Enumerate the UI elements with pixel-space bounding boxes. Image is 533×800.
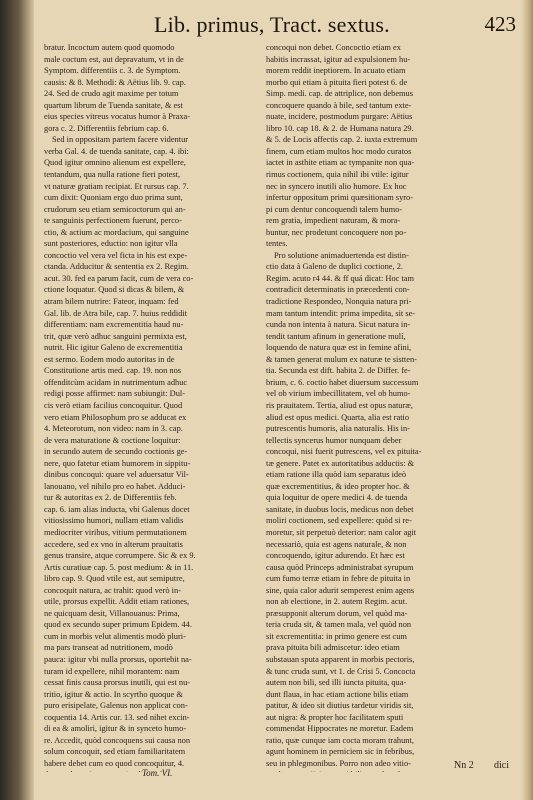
text-line: puro erisipelate, Galenus non applicat con- [44, 701, 188, 711]
text-line: vt naturæ gratiam recipiat. Et rursus cap. 7. [44, 181, 189, 191]
text-line: accedere, sed ex vno in alterum prauitatis [44, 539, 183, 549]
text-line: cum dixit: Quoniam ergo duo prima sunt, [44, 193, 183, 203]
text-line: te sanguinis perfectionem fuerunt, perco- [44, 216, 182, 226]
text-line: rem gratia, impedient naturam, & mora- [266, 216, 401, 226]
text-line: in secundo autem de secundo coctionis ge- [44, 447, 188, 457]
text-line: acut. 30. fed ea parum facit, cum de vera co- [44, 273, 194, 283]
text-line: & tunc cruda sunt, vt 1. de Crisi 5. Concocta [266, 666, 416, 676]
text-line: & tamen generat mulum ex naturæ te sistten- [266, 354, 417, 364]
text-line: Regim. acuto r4 44. & ff quá dicat: Hoc tam [266, 273, 414, 283]
text-line: dunt flaua, in hac etiam actione bilis etiam [266, 689, 409, 699]
text-line: nere, quo fatetur etiam humorem in sippitu- [44, 458, 191, 468]
text-line: substauan sputa apparent in morbis pectoris, [266, 654, 415, 664]
text-line: tradictione Respondeo, Nonquia natura pri- [266, 297, 412, 307]
text-line: tritio, igitur & actio. In scyrtho quoque & [44, 689, 183, 699]
text-line: differentiam: nam excrementitia haud nu- [44, 320, 184, 330]
volume-mark: Tom. VI. [142, 768, 173, 778]
text-line: 24. Sed de crudo agit maxime per totum [44, 89, 179, 99]
text-line: putrescentis humoris, alia naturalis. His in- [266, 424, 410, 434]
text-line: est sermo. Eodem modo autoritas in de [44, 354, 175, 364]
text-line: mam tantum intendit: prima impedita, sit se- [266, 308, 416, 318]
text-line: bratur. Incoctum autem quod quomodo [44, 43, 175, 52]
text-line: concoquendo, igitur adurendo. Et hæc est [266, 551, 405, 561]
running-title: Lib. primus, Tract. sextus. [154, 12, 390, 37]
text-line: cis verò etiam facilius concoquitur. Quod [44, 400, 183, 410]
catchword: dici [494, 760, 509, 771]
text-line: turam id expellere, nihil morantem: nam [44, 666, 180, 676]
text-line: concoquere quando à bile, sed tantum exte- [266, 100, 412, 110]
text-line: quartum librum de Tuenda sanitate, & est [44, 100, 183, 110]
text-line: pauca: igitur vbi nulla prorsus, oportebit na- [44, 654, 192, 664]
text-line: male coctum est, aut depravatum, vt in de [44, 54, 184, 64]
text-line: nutrit. Hic igitur Galeno de excrementitia [44, 343, 183, 353]
text-line: aut nigra: & propter hoc facilitatem sputi [266, 712, 404, 722]
text-line: quæ excrementitius, & ideo propter hoc. & [266, 481, 410, 491]
text-line: Quod igitur omnino alienum est expellere, [44, 158, 186, 168]
text-line: necessariò, quia est agens naturale, & non [266, 539, 407, 549]
text-line: libro cap. 9. Quod vtile est, aut semiputre, [44, 574, 185, 584]
text-line: quod ex secundo super primum Epidem. 44. [44, 620, 192, 630]
text-line: ne quicquam desit, Villanouanus: Prima, [44, 608, 180, 618]
page-edge [521, 0, 533, 800]
text-line: lanouano, vel nihilo pro eo habet. Adduci- [44, 481, 186, 491]
text-line: re. Accedit, quòd concoquens sui causa non [44, 735, 191, 745]
text-line: solum concoquit, sed etiam familiaritatem [44, 747, 186, 757]
text-line: redigi posse affirmet: nam subiungit: Dul- [44, 389, 186, 399]
text-line: non ab electione, in 2. autem Regim. acut. [266, 597, 408, 607]
running-header [154, 12, 526, 38]
text-line: tellectis syncerus humor nunquam deber [266, 435, 402, 445]
text-line: infertur oppositum primi quæsitionam syro- [266, 193, 414, 203]
text-line: nec in syncero inutili alio humore. Ex hoc [266, 181, 407, 191]
text-line: libro 10. cap 18. & 2. de Humana natura 29. [266, 123, 414, 133]
text-line: finem, cum etiam multos hoc modo curatos [266, 146, 412, 156]
text-line: crudorum seu etiam semicoctorum qui an- [44, 204, 186, 214]
text-line: Gal. lib. de Atra bile, cap. 7. huius reddidit [44, 308, 188, 318]
text-line: genus transire, atque corrumpere. Sic & ex 9. [44, 551, 196, 561]
left-text-column [44, 42, 252, 772]
text-line: tæ genere. Patet ex autoritatibus adductis: & [266, 458, 415, 468]
text-line: iactet in asthite etiam ac tympanite non qua- [266, 158, 415, 168]
text-line: sine, quia calor adurit semperest enim agens [266, 585, 415, 595]
text-line: mediocriter viribus, vitium permutationem [44, 527, 187, 537]
text-line: seu in phlegmonibus. Porro non adeo vitio- [266, 758, 411, 768]
text-line: habitis incrassat, igitur ad expulsionem hu- [266, 54, 411, 64]
text-line: Simp. medi. cap. de attriplice, non debemus [266, 89, 413, 99]
text-line: quia loquitur de opere medici 4. de tuenda [266, 493, 408, 503]
text-line: buntur, nec prodetunt concoquere non po- [266, 227, 407, 237]
text-line: cum in morbis velut alimentis modò pluri- [44, 631, 186, 641]
text-line: autem non bili, sed illi iuncta pituita, qua- [266, 678, 407, 688]
text-line: trit, quæ verò adhuc sanguini permixta est, [44, 331, 187, 341]
text-line: dinibus concoqui: quare vel aduersatur Vil- [44, 470, 189, 480]
text-line: utile, prorsus expellit. Addit etiam rationes, [44, 597, 190, 607]
text-line: moretur, sit perpetuò deterior: nam calor agit [266, 527, 417, 537]
text-line: tentes. [266, 239, 288, 249]
text-line: ctione loquatur. Quod si dicas & bilem, & [44, 285, 185, 295]
text-line: offenditcùm acidam in nutrimentum adhuc [44, 377, 188, 387]
text-line: ratio, quæ cunque iam cocta moram trahunt, [266, 735, 414, 745]
text-line: cap. 6. iam alias inducta, vbi Galenus docet [44, 504, 190, 514]
text-line: nuate, incidere, postmodum purgare: Aëtius [266, 112, 413, 122]
text-line: aliud est opus medici. Quarta, alia est ratio [266, 412, 410, 422]
text-line: prava pituita bili admiscetur: ideo etiam [266, 643, 400, 653]
text-line: Pro solutione animaduertenda est distin- [274, 250, 409, 260]
text-line: eius species vitreus vocatus humor à Praxa- [44, 112, 191, 122]
text-line: etiam ratione illa quòd iam separatus ideò [266, 470, 407, 480]
text-line: tur & autoritas ex 2. de Differentiis feb. [44, 493, 177, 503]
text-line: teria cruda sit, & tamen mala, vel quòd non [266, 620, 412, 630]
text-line: loquendo de natura quæ est in femine afini, [266, 343, 412, 353]
text-line: Artis curatiuæ cap. 5. post medium: & in 11. [44, 562, 194, 572]
text-line: atram bilem nutrire: Fateor, inquam: fed [44, 297, 179, 307]
text-line: habere debet cum eo quod concoquitur, 4. [44, 758, 185, 768]
text-line: morbo qui etiam à pituita fieri potest 6. de [266, 77, 408, 87]
text-line: gora c. 2. Differentiis febrium cap. 6. [44, 123, 169, 133]
text-line: concoqui, nisi fuerit putrescens, vel ex pituita- [266, 447, 422, 457]
text-line: ctio, & actium ac mordacium, qui sanguine [44, 227, 189, 237]
text-line: ris prauitatem. Tertia, aliud est opus naturæ, [266, 400, 413, 410]
text-line: ctanda. Adducitur & sententia ex 2. Regim. [44, 262, 189, 272]
text-line: commendat Hippocrates ne moretur. Eadem [266, 724, 414, 734]
text-line: coquentia 14. Artis cur. 13. sed nihet excin- [44, 712, 190, 722]
text-line: brium, c. 6. coctio habet diuersum successum [266, 377, 419, 387]
text-line: 4. Meteorotum, non video: nam in 3. cap. [44, 424, 183, 434]
signature-mark: Nn 2 [454, 760, 474, 771]
text-line: verba Gal. 4. de tuenda sanitate, cap. 4. ibi: [44, 146, 189, 156]
text-line: Constitutione artis med. cap. 19. non nos [44, 366, 182, 376]
text-line: de vera maturatione & coctione loquitur: [44, 435, 181, 445]
text-line: Symptom. differentiis c. 3. de Symptom. [44, 66, 181, 76]
text-line: causa quòd Princeps administrabat syrupum [266, 562, 414, 572]
text-line: tendit tantum afinum in generatione mulí, [266, 331, 406, 341]
text-line: contradicit determinatis in præcedenti con- [266, 285, 410, 295]
text-line: sit excrementitia: in primo genere est cum [266, 631, 407, 641]
right-text-column [266, 42, 516, 772]
text-line: sunt posteriores, eductio: non igitur vlla [44, 239, 178, 249]
text-line: vero etiam Philosophum pro se adducat ex [44, 412, 187, 422]
text-line: concoctio vel vera vel ficta in his est expe- [44, 250, 188, 260]
text-line: moliri coctionem, sed expellere: quòd si re- [266, 516, 412, 526]
text-line: ma pars transeat ad nutritionem, modò [44, 643, 173, 653]
text-line: patitur, & ideo sit diutius tardetur viridis sit, [266, 701, 414, 711]
text-line: agunt hominem in perniciem sic in febribus, [266, 747, 415, 757]
text-line: vel ob virium imbecillitatem, vel ob humo- [266, 389, 411, 399]
text-line: causis: & 8. Methodi: & Aëtius lib. 9. cap. [44, 77, 186, 87]
text-line: & 5. de Locis affectis cap. 2. iuxta extremum [266, 135, 418, 145]
page-number: 423 [484, 12, 516, 36]
text-line: morem reddit ineptiorem. In acuato etiam [266, 66, 406, 76]
text-line: cunda non intenta à natura. Sicut natura in- [266, 320, 411, 330]
text-line: concoquit natura, ac trahit: quod verò in- [44, 585, 181, 595]
text-line: præsupponit alterum dorum, vel quòd ma- [266, 608, 408, 618]
text-line: Sed in oppositam partem facere videntur [52, 135, 189, 145]
text-line: concoqui non debet. Concoctio etiam ex [266, 43, 401, 52]
binding-gutter [0, 0, 34, 800]
text-line: di ea & amoliri, igitur & in synceto humo- [44, 724, 187, 734]
text-line: ctio data à Galeno de duplici coctione, 2. [266, 262, 403, 272]
text-line: cessat finis causa prorsus inutili, qui est nu- [44, 678, 191, 688]
text-line: rimus coctionem, quia nihil ibi vtile: igitur [266, 170, 409, 180]
text-line: tia. Secunda est dift. habita 2. de Differ. fe- [266, 366, 411, 376]
text-line: cum fumo terræ etiam in febre de pituita in [266, 574, 411, 584]
text-line: sanitate, in duobus locis, medicus non debet [266, 504, 414, 514]
text-line: tentandum, qua nulla ratione fieri potest, [44, 170, 181, 180]
page-footer [44, 760, 514, 788]
text-line: vitiosissimo humori, nullam etiam validis [44, 516, 184, 526]
text-line: pi cum dentur concoquendi talem humo- [266, 204, 403, 214]
